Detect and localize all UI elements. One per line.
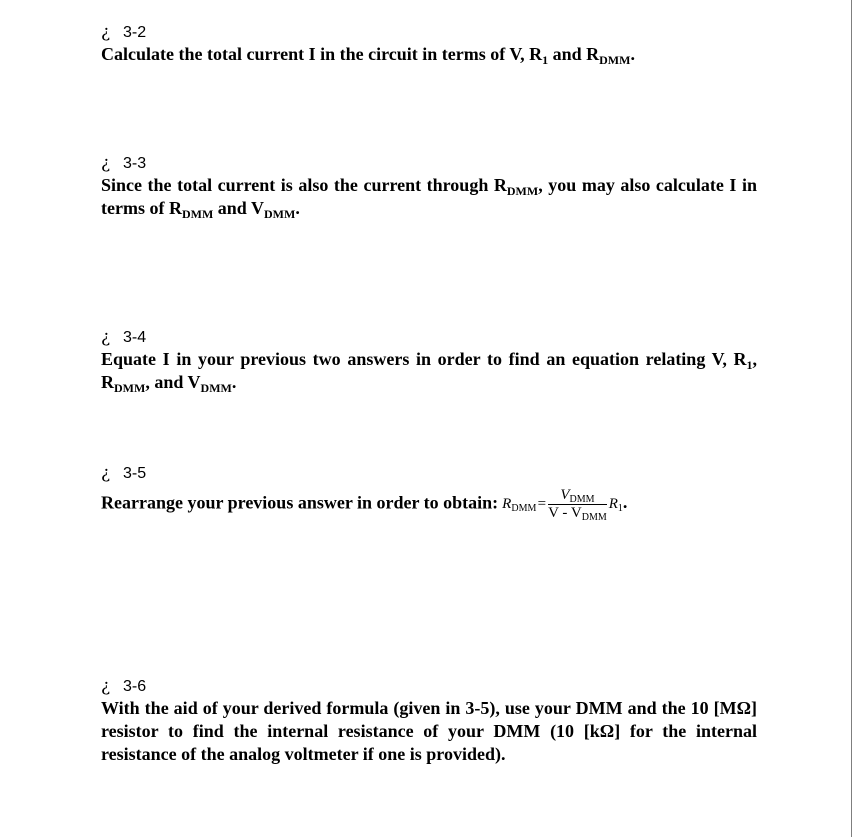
formula-equals: = bbox=[537, 495, 547, 512]
question-text bbox=[101, 488, 757, 521]
question-number: 3-2 bbox=[123, 24, 147, 41]
formula-fraction bbox=[548, 488, 607, 521]
fraction-denominator bbox=[548, 505, 607, 521]
formula-lhs: R bbox=[502, 495, 512, 512]
subscript: 1 bbox=[542, 53, 549, 67]
text-run: Since the total current is also the current through R bbox=[101, 175, 507, 195]
question-3-5 bbox=[101, 462, 757, 521]
subscript: DMM bbox=[264, 207, 296, 221]
text-run: . bbox=[295, 198, 300, 218]
text-run: , R bbox=[101, 349, 757, 392]
text-run: and V bbox=[213, 198, 264, 218]
question-number: 3-3 bbox=[123, 155, 147, 172]
inverted-question-mark-icon: ¿ bbox=[101, 153, 111, 173]
subscript: DMM bbox=[511, 502, 537, 514]
text-run: Equate I in your previous two answers in order to find an equation relating V, R bbox=[101, 349, 747, 369]
fraction-numerator bbox=[548, 488, 607, 505]
page-edge bbox=[851, 0, 852, 837]
inverted-question-mark-icon: ¿ bbox=[101, 22, 111, 42]
text-run: , you may also calculate I in terms of R bbox=[101, 175, 757, 218]
text-run: . bbox=[630, 44, 635, 64]
formula-rhs: R bbox=[608, 495, 618, 512]
subscript: DMM bbox=[506, 184, 539, 198]
question-heading bbox=[101, 21, 757, 43]
question-heading bbox=[101, 152, 757, 174]
subscript: DMM bbox=[569, 494, 595, 505]
text-run: Calculate the total current I in the circuit in terms of V, R bbox=[101, 44, 543, 64]
subscript: DMM bbox=[181, 207, 214, 221]
question-number: 3-6 bbox=[123, 678, 147, 695]
subscript: DMM bbox=[200, 381, 232, 395]
subscript: DMM bbox=[599, 53, 631, 67]
question-3-3 bbox=[101, 152, 757, 220]
text-run: and R bbox=[548, 44, 600, 64]
question-text: With the aid of your derived formula (given in 3-5), use your DMM and the 10 [MΩ] resistor to find the internal resistance of your DMM (10 [kΩ] for the internal resistance of the analog voltmeter if one is provided). bbox=[101, 698, 757, 764]
question-heading bbox=[101, 326, 757, 348]
text-run: , and V bbox=[145, 372, 201, 392]
question-heading bbox=[101, 675, 757, 697]
question-heading bbox=[101, 462, 757, 484]
inverted-question-mark-icon: ¿ bbox=[101, 463, 111, 483]
question-number: 3-4 bbox=[123, 329, 147, 346]
question-3-6 bbox=[101, 675, 757, 766]
subscript: DMM bbox=[581, 512, 607, 523]
text-run: Rearrange your previous answer in order to obtain: bbox=[101, 492, 499, 513]
inverted-question-mark-icon: ¿ bbox=[101, 676, 111, 696]
denominator-text: V - V bbox=[548, 505, 582, 521]
question-3-4 bbox=[101, 326, 757, 394]
question-3-2 bbox=[101, 21, 757, 66]
text-run: . bbox=[231, 372, 237, 392]
numerator-var: V bbox=[560, 487, 570, 503]
question-text bbox=[101, 174, 757, 220]
subscript: 1 bbox=[617, 502, 623, 514]
inverted-question-mark-icon: ¿ bbox=[101, 327, 111, 347]
formula-period: . bbox=[622, 491, 628, 512]
question-number: 3-5 bbox=[123, 465, 147, 482]
subscript: 1 bbox=[746, 358, 753, 372]
subscript: DMM bbox=[114, 381, 146, 395]
rdmm-formula bbox=[502, 488, 627, 521]
question-text bbox=[101, 43, 757, 66]
question-text bbox=[101, 348, 757, 394]
